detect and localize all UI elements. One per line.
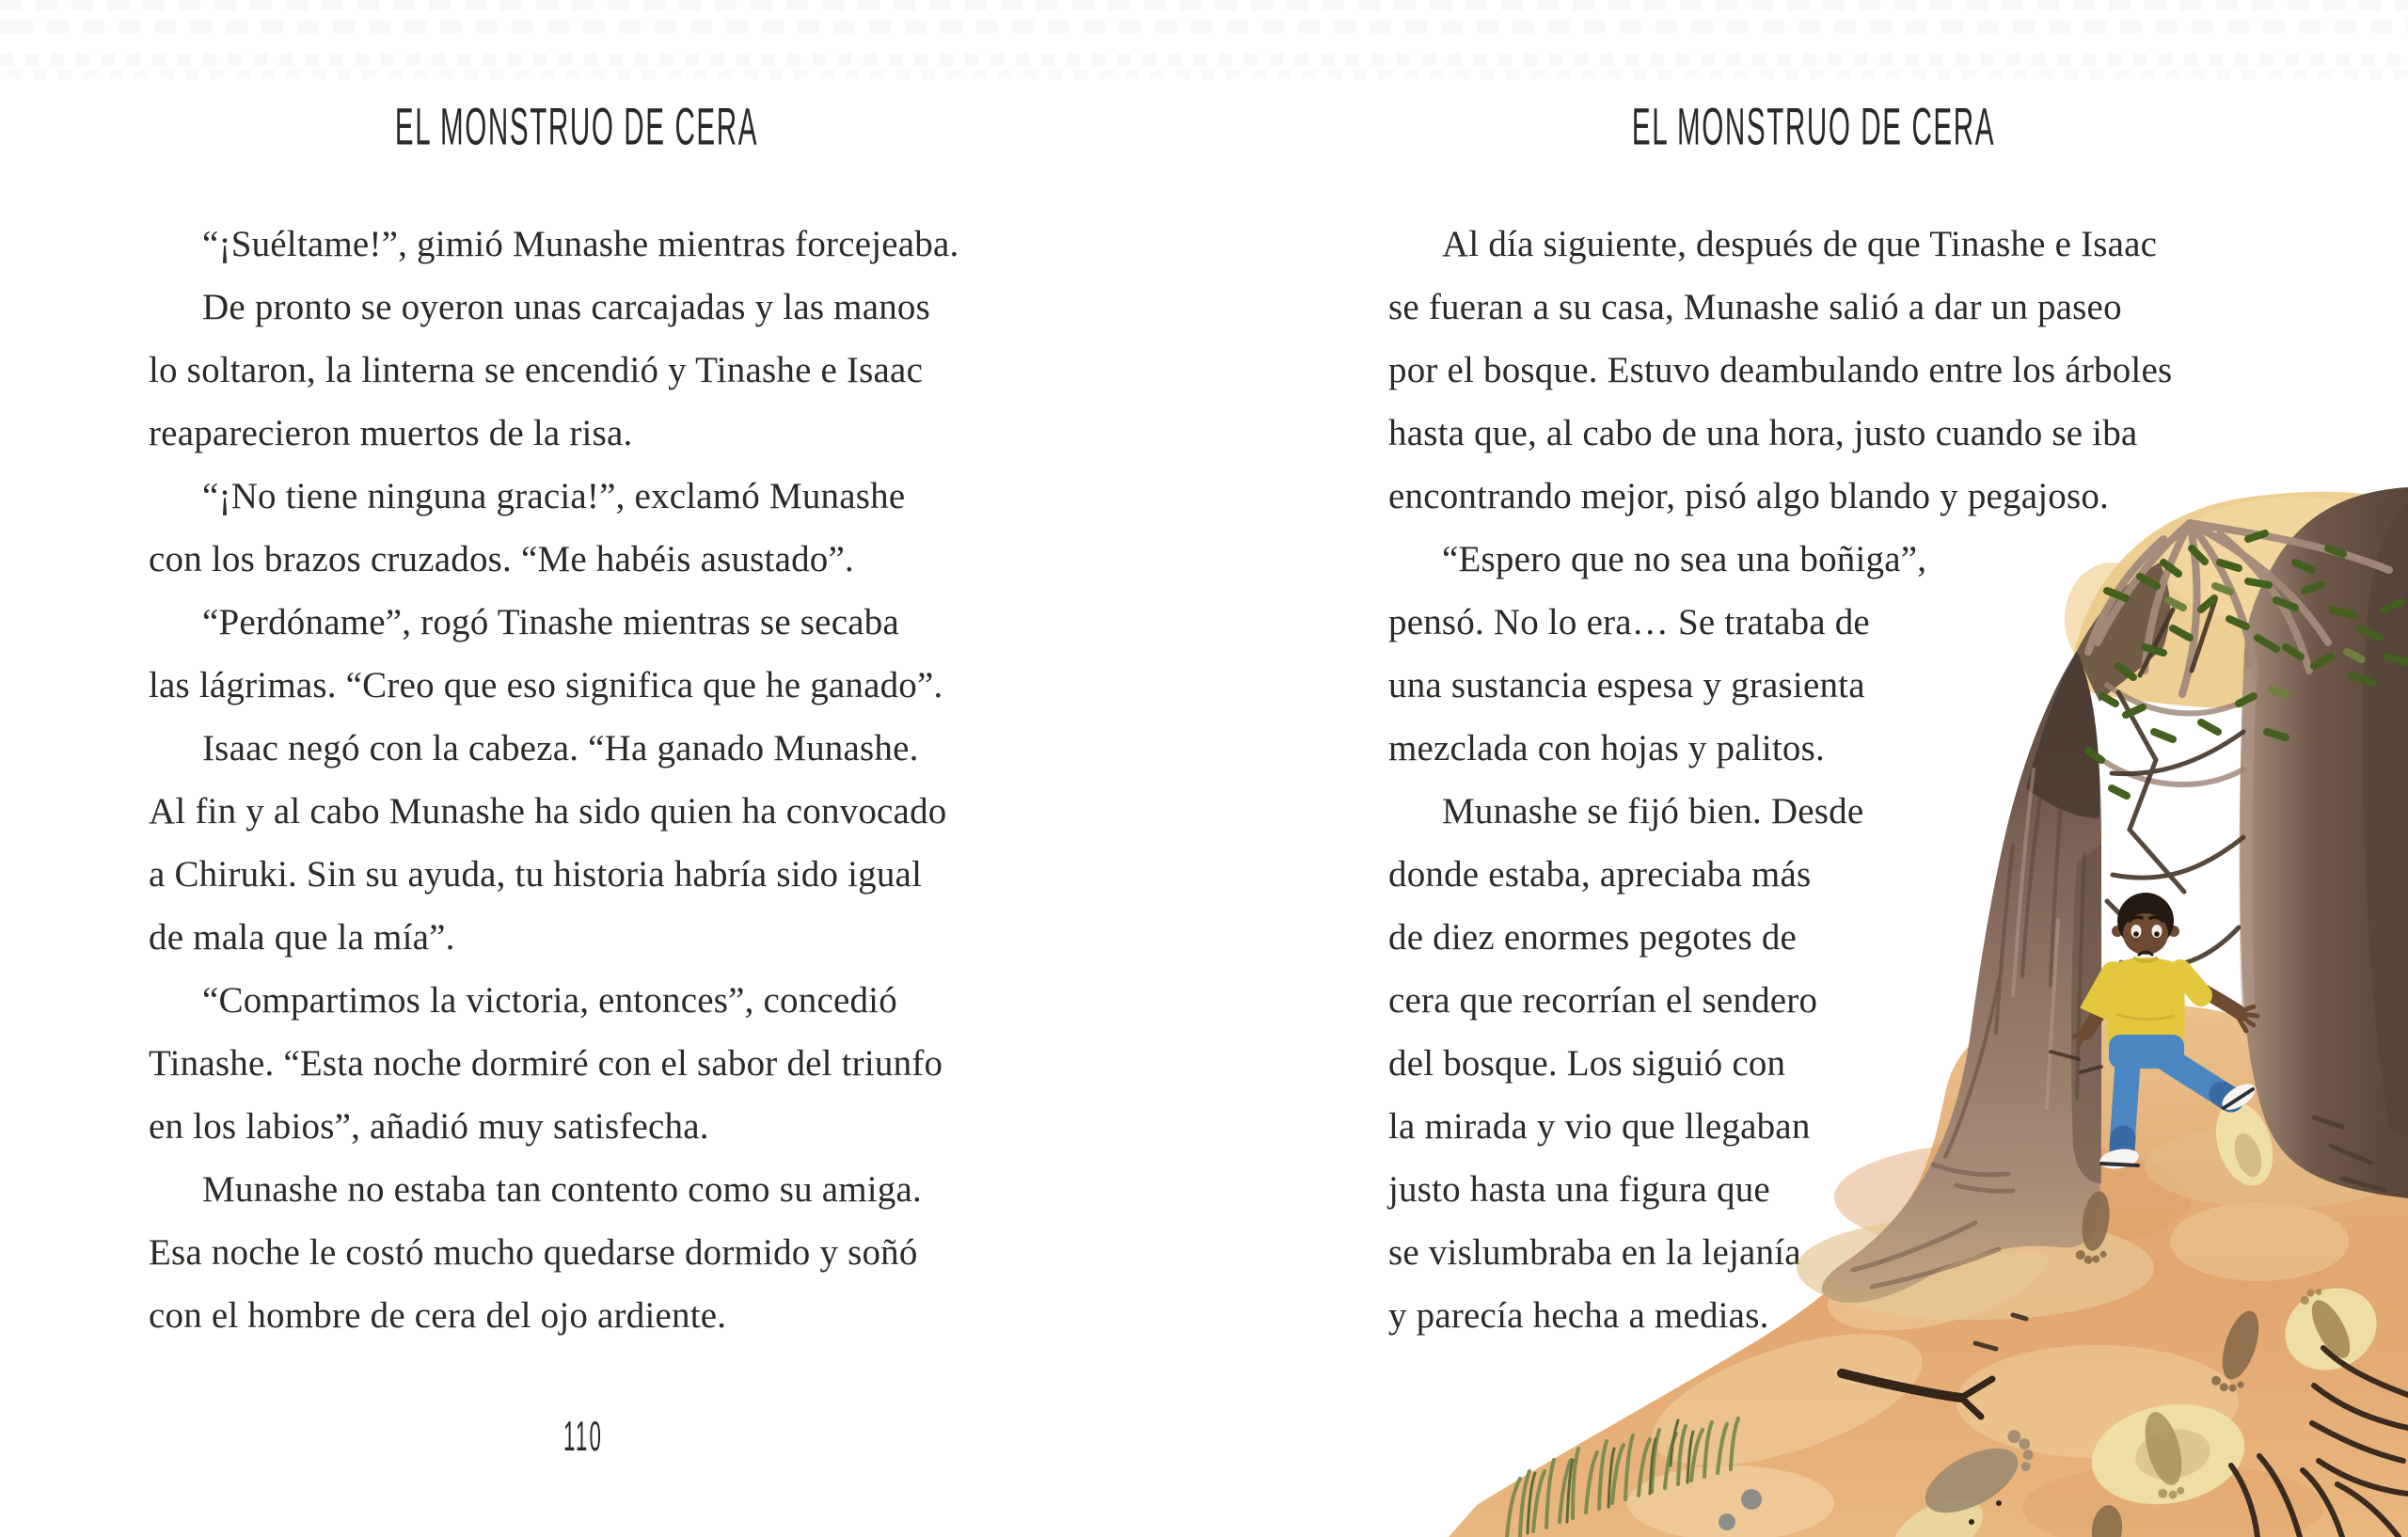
text-line: una sustancia espesa y grasienta <box>1388 665 1865 705</box>
text-line: con el hombre de cera del ojo ardiente. <box>149 1295 727 1336</box>
text-line: con los brazos cruzados. “Me habéis asustado”. <box>149 539 854 579</box>
text-line: Al día siguiente, después de que Tinashe e Isaac <box>1442 224 2158 264</box>
pebble <box>1719 1513 1735 1530</box>
text-line: a Chiruki. Sin su ayuda, tu historia habría sido igual <box>149 854 923 895</box>
text-line: de mala que la mía”. <box>149 917 455 958</box>
text-line: Tinashe. “Esta noche dormiré con el sabor del triunfo <box>149 1043 943 1084</box>
page-right <box>1204 0 2408 1537</box>
text-line: “Compartimos la victoria, entonces”, concedió <box>202 980 897 1021</box>
pebble <box>1741 1489 1762 1510</box>
text-line: se vislumbraba en la lejanía <box>1388 1232 1801 1273</box>
text-line: pensó. No lo era… Se trataba de <box>1388 602 1870 642</box>
left-text-column <box>149 213 1052 1347</box>
text-line: del bosque. Los siguió con <box>1388 1043 1786 1084</box>
text-line: “Espero que no sea una boñiga”, <box>1442 539 1927 579</box>
text-line: de diez enormes pegotes de <box>1388 917 1798 958</box>
text-line: donde estaba, apreciaba más <box>1388 854 1812 895</box>
text-line: Munashe no estaba tan contento como su amiga. <box>202 1169 922 1210</box>
text-line: reaparecieron muertos de la risa. <box>149 413 633 453</box>
text-line: “¡Suéltame!”, gimió Munashe mientras forcejeaba. <box>202 224 959 264</box>
text-line: Munashe se fijó bien. Desde <box>1442 791 1864 832</box>
text-line: y parecía hecha a medias. <box>1388 1295 1769 1336</box>
text-line: la mirada y vio que llegaban <box>1388 1106 1811 1147</box>
text-line: cera que recorrían el sendero <box>1388 980 1818 1021</box>
text-line: en los labios”, añadió muy satisfecha. <box>149 1106 709 1147</box>
text-line: Esa noche le costó mucho quedarse dormido y soñó <box>149 1232 918 1273</box>
text-line: lo soltaron, la linterna se encendió y Tinashe e Isaac <box>149 350 924 390</box>
text-line: se fueran a su casa, Munashe salió a dar un paseo <box>1388 287 2122 327</box>
text-line: “Perdóname”, rogó Tinashe mientras se secaba <box>202 602 899 642</box>
text-line: las lágrimas. “Creo que eso significa que he ganado”. <box>149 665 943 705</box>
chapter-title: EL MONSTRUO DE CERA <box>1631 98 1996 156</box>
text-line: De pronto se oyeron unas carcajadas y las manos <box>202 287 930 327</box>
forest-path-illustration <box>1449 450 2408 1537</box>
text-line: Al fin y al cabo Munashe ha sido quien ha convocado <box>149 791 947 832</box>
text-line: justo hasta una figura que <box>1388 1169 1770 1210</box>
boy-head <box>2112 893 2179 955</box>
text-line: Isaac negó con la cabeza. “Ha ganado Munashe. <box>202 728 919 768</box>
text-line: “¡No tiene ninguna gracia!”, exclamó Munashe <box>202 476 906 516</box>
chapter-title: EL MONSTRUO DE CERA <box>394 98 759 156</box>
text-line: por el bosque. Estuvo deambulando entre los árboles <box>1388 350 2173 390</box>
text-line: mezclada con hojas y palitos. <box>1388 728 1825 768</box>
tree-trunk-right <box>2240 487 2408 1198</box>
text-line: hasta que, al cabo de una hora, justo cuando se iba <box>1388 413 2138 453</box>
text-line: encontrando mejor, pisó algo blando y pegajoso. <box>1388 476 2109 516</box>
page-number: 110 <box>562 1413 604 1460</box>
